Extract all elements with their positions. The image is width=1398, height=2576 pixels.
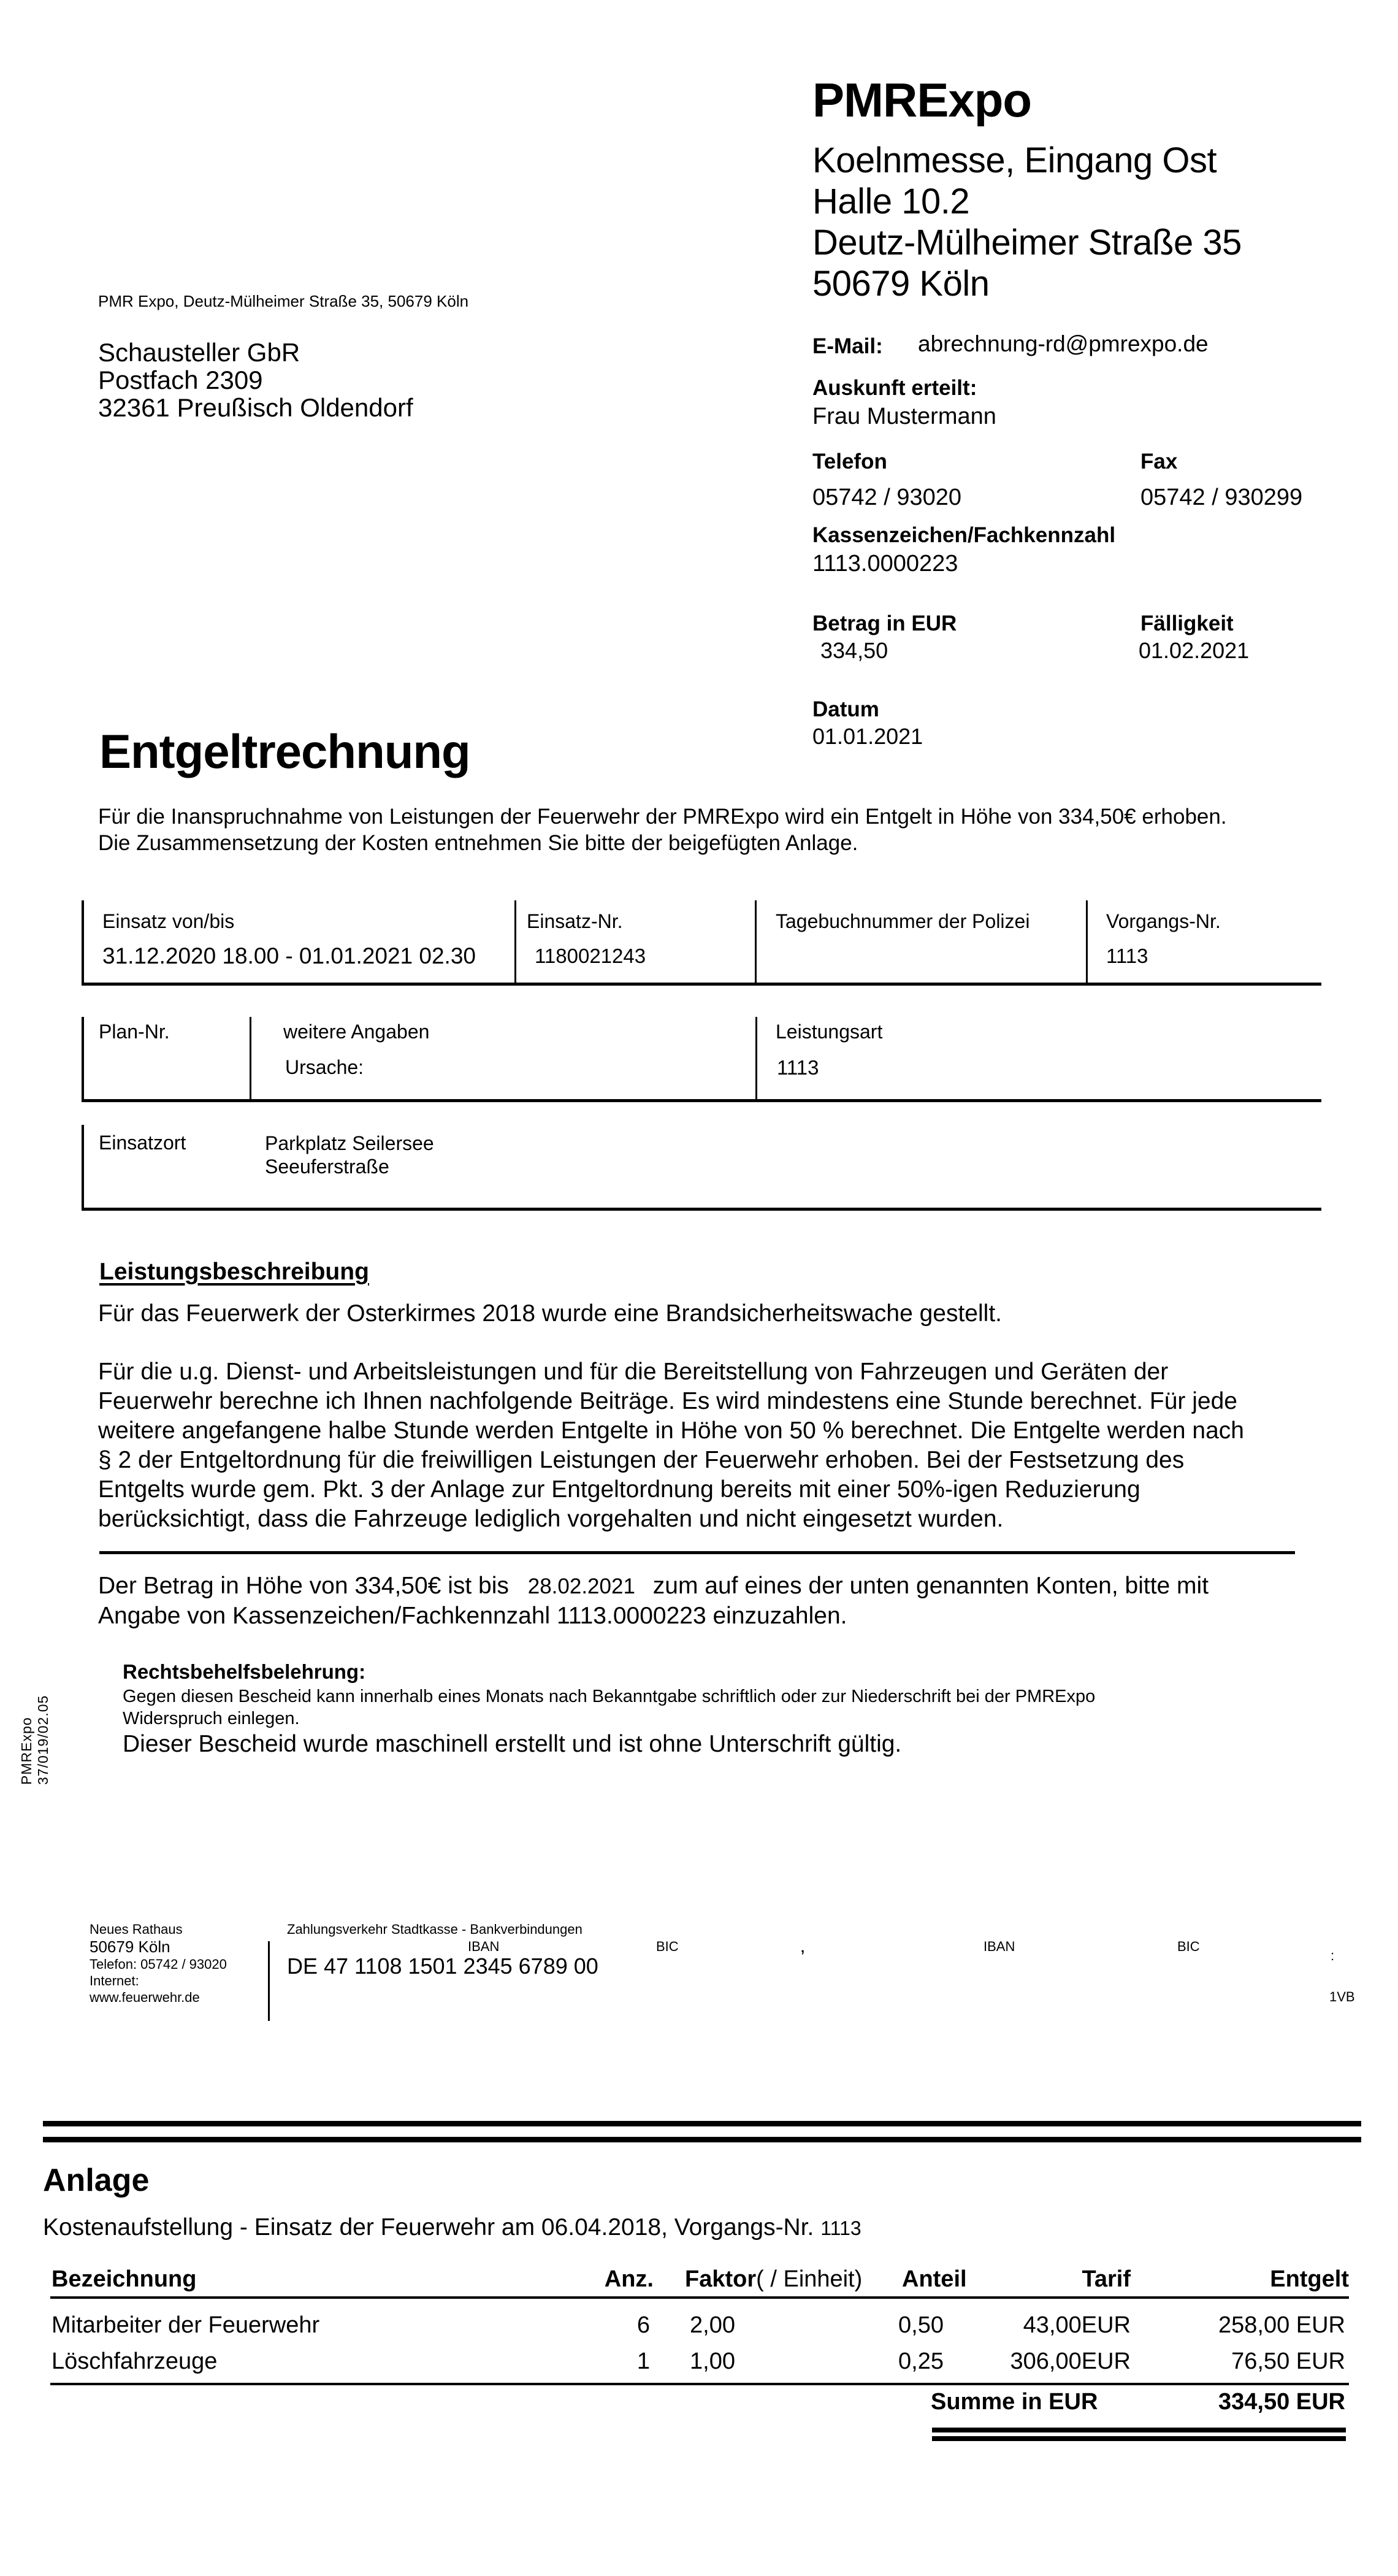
fax-label: Fax (1140, 450, 1178, 473)
row-share: 0,25 (898, 2348, 944, 2374)
description-line: Feuerwehr berechne ich Ihnen nachfolgende Beiträge. Es wird mindestens eine Stunde berechnet. Für jede (98, 1388, 1237, 1414)
footer-code: 1VB (1329, 1989, 1355, 2004)
row-factor: 2,00 (690, 2312, 735, 2338)
location-value (265, 1132, 434, 1178)
footer-address-line: Telefon: 05742 / 93020 (90, 1957, 227, 1972)
service-description-heading: Leistungsbeschreibung (99, 1259, 369, 1285)
location-line: Seeuferstraße (265, 1156, 389, 1178)
section-divider (43, 2137, 1361, 2142)
recipient-line: Postfach 2309 (98, 366, 263, 394)
column-divider (755, 1017, 757, 1099)
address-line: Koelnmesse, Eingang Ost (812, 140, 1217, 180)
row-quantity: 1 (636, 2348, 650, 2374)
separator-colon: : (1331, 1948, 1335, 1963)
recipient-line: Schausteller GbR (98, 338, 300, 367)
column-divider (755, 900, 757, 983)
table-footer-rule (50, 2383, 1349, 2385)
row-quantity: 6 (636, 2312, 650, 2338)
intro-line: Für die Inanspruchnahme von Leistungen der Feuerwehr der PMRExpo wird ein Entgelt in Höhe von 334,50€ erhoben. (98, 805, 1227, 829)
description-line: weitere angefangene halbe Stunde werden Entgelte in Höhe von 50 % berechnet. Die Entgelte werden nach (98, 1417, 1244, 1444)
payment-line: Angabe von Kassenzeichen/Fachkennzahl 1113.0000223 einzuzahlen. (98, 1603, 847, 1629)
incident-details-box (82, 900, 1321, 986)
additional-info-label: weitere Angaben (283, 1021, 430, 1043)
police-journal-number-label: Tagebuchnummer der Polizei (776, 910, 1030, 932)
recipient-line: 32361 Preußisch Oldendorf (98, 393, 413, 422)
recipient-address (98, 339, 413, 421)
column-header-quantity: Anz. (604, 2266, 654, 2292)
row-rate: 43,00EUR (1023, 2312, 1131, 2338)
attachment-title: Anlage (43, 2163, 150, 2198)
sum-double-rule (932, 2436, 1346, 2441)
amount-label: Betrag in EUR (812, 611, 957, 635)
date-label: Datum (812, 697, 879, 721)
column-header-description: Bezeichnung (52, 2266, 197, 2292)
phone-value: 05742 / 93020 (812, 485, 962, 510)
case-number-value: 1113 (1106, 945, 1148, 967)
intro-line: Die Zusammensetzung der Kosten entnehmen Sie bitte der beigefügten Anlage. (98, 831, 858, 855)
sum-value: 334,50 EUR (1218, 2389, 1345, 2415)
email-link[interactable]: abrechnung-rd@pmrexpo.de (918, 331, 1209, 356)
row-fee: 258,00 EUR (1218, 2312, 1345, 2338)
column-divider (514, 900, 516, 983)
footer-address-line: Internet: (90, 1973, 139, 1988)
bank-heading: Zahlungsverkehr Stadtkasse - Bankverbindungen (287, 1922, 582, 1937)
footer-address (90, 1921, 227, 2006)
form-code (18, 1695, 52, 1785)
organization-name: PMRExpo (812, 73, 1032, 127)
iban-label-2: IBAN (984, 1939, 1015, 1954)
iban-value: DE 47 1108 1501 2345 6789 00 (287, 1953, 598, 1979)
contact-value: Frau Mustermann (812, 404, 996, 429)
service-description-details (98, 1357, 1324, 1534)
form-code-line: 37/019/02.05 (35, 1695, 51, 1785)
sender-return-address: PMR Expo, Deutz-Mülheimer Straße 35, 50679 Köln (98, 292, 469, 310)
column-header-fee: Entgelt (1270, 2266, 1349, 2292)
section-divider (43, 2121, 1361, 2126)
legal-remedy-heading: Rechtsbehelfsbelehrung: (123, 1660, 366, 1683)
due-date-value: 01.02.2021 (1139, 638, 1250, 663)
payment-line (98, 1571, 1324, 1601)
operation-period-value: 31.12.2020 18.00 - 01.01.2021 02.30 (102, 943, 476, 968)
row-rate: 306,00EUR (1010, 2348, 1131, 2374)
payment-text-prefix: Der Betrag in Höhe von 334,50€ ist bis (98, 1573, 509, 1599)
footer-address-line: 50679 Köln (90, 1938, 170, 1956)
factor-unit: ( / Einheit) (756, 2266, 863, 2292)
service-type-label: Leistungsart (776, 1021, 883, 1043)
divider (99, 1551, 1295, 1554)
legal-line: Gegen diesen Bescheid kann innerhalb eines Monats nach Bekanntgabe schriftlich oder zur Niederschrift bei der PMRExpo (123, 1687, 1096, 1706)
legal-line: Widerspruch einlegen. (123, 1709, 300, 1728)
location-box (82, 1125, 1321, 1211)
payment-text-suffix: zum auf eines der unten genannten Konten, bitte mit (652, 1573, 1209, 1599)
column-divider (250, 1017, 251, 1099)
footer-address-line: Neues Rathaus (90, 1922, 183, 1937)
row-fee: 76,50 EUR (1231, 2348, 1345, 2374)
address-line: 50679 Köln (812, 264, 990, 304)
legal-remedy-text (123, 1685, 1288, 1730)
cash-reference-label: Kassenzeichen/Fachkennzahl (812, 523, 1116, 547)
column-header-factor (685, 2266, 862, 2293)
email-label: E-Mail: (812, 334, 883, 358)
sum-double-rule (932, 2428, 1346, 2432)
description-line: § 2 der Entgeltordnung für die freiwilligen Leistungen der Feuerwehr erhoben. Bei der Festsetzung des (98, 1447, 1185, 1473)
attachment-subtitle-text: Kostenaufstellung - Einsatz der Feuerwehr am 06.04.2018, Vorgangs-Nr. (43, 2214, 814, 2241)
machine-generated-notice: Dieser Bescheid wurde maschinell erstellt und ist ohne Unterschrift gültig. (123, 1731, 902, 1757)
plan-details-box (82, 1017, 1321, 1102)
description-line: Entgelts wurde gem. Pkt. 3 der Anlage zur Entgeltordnung bereits mit einer 50%-igen Reduzierung (98, 1476, 1140, 1503)
factor-label: Faktor (685, 2266, 757, 2292)
fax-value: 05742 / 930299 (1140, 485, 1303, 510)
plan-number-label: Plan-Nr. (99, 1021, 170, 1043)
row-description: Mitarbeiter der Feuerwehr (52, 2312, 320, 2338)
column-divider (1086, 900, 1088, 983)
payment-instructions (98, 1571, 1324, 1631)
service-description-summary: Für das Feuerwerk der Osterkirmes 2018 wurde eine Brandsicherheitswache gestellt. (98, 1300, 1003, 1327)
description-line: berücksichtigt, dass die Fahrzeuge lediglich vorgehalten und nicht eingesetzt wurden. (98, 1506, 1004, 1532)
cause-label: Ursache: (285, 1056, 364, 1078)
phone-label: Telefon (812, 450, 887, 473)
footer-website-link[interactable]: www.feuerwehr.de (90, 1990, 200, 2005)
iban-label: IBAN (468, 1939, 500, 1954)
attachment-case-number: 1113 (820, 2217, 861, 2239)
table-header-rule (50, 2296, 1349, 2299)
payment-due-date: 28.02.2021 (527, 1574, 635, 1598)
location-label: Einsatzort (99, 1132, 186, 1154)
service-type-value: 1113 (777, 1056, 819, 1079)
operation-period-label: Einsatz von/bis (102, 910, 235, 932)
address-line: Deutz-Mülheimer Straße 35 (812, 223, 1242, 263)
footer-divider (268, 1941, 270, 2021)
row-share: 0,50 (898, 2312, 944, 2338)
attachment-subtitle (43, 2214, 861, 2241)
description-line: Für die u.g. Dienst- und Arbeitsleistungen und für die Bereitstellung von Fahrzeugen und Geräten der (98, 1359, 1169, 1385)
location-line: Parkplatz Seilersee (265, 1132, 434, 1154)
sum-label: Summe in EUR (931, 2389, 1098, 2415)
amount-value: 334,50 (820, 638, 888, 663)
organization-address (812, 140, 1242, 304)
form-code-line: PMRExpo (18, 1717, 34, 1785)
intro-text (98, 803, 1227, 856)
column-header-share: Anteil (902, 2266, 967, 2292)
row-factor: 1,00 (690, 2348, 735, 2374)
operation-number-value: 1180021243 (535, 945, 646, 967)
document-title: Entgeltrechnung (99, 724, 470, 778)
bic-label: BIC (656, 1939, 679, 1954)
address-line: Halle 10.2 (812, 182, 970, 221)
due-date-label: Fälligkeit (1140, 611, 1234, 635)
cash-reference-value: 1113.0000223 (812, 551, 958, 577)
separator: , (801, 1940, 805, 1955)
column-header-rate: Tarif (1082, 2266, 1131, 2292)
operation-number-label: Einsatz-Nr. (527, 910, 623, 932)
case-number-label: Vorgangs-Nr. (1106, 910, 1221, 932)
bic-label-2: BIC (1177, 1939, 1200, 1954)
row-description: Löschfahrzeuge (52, 2348, 218, 2374)
date-value: 01.01.2021 (812, 724, 923, 749)
contact-label: Auskunft erteilt: (812, 376, 977, 400)
